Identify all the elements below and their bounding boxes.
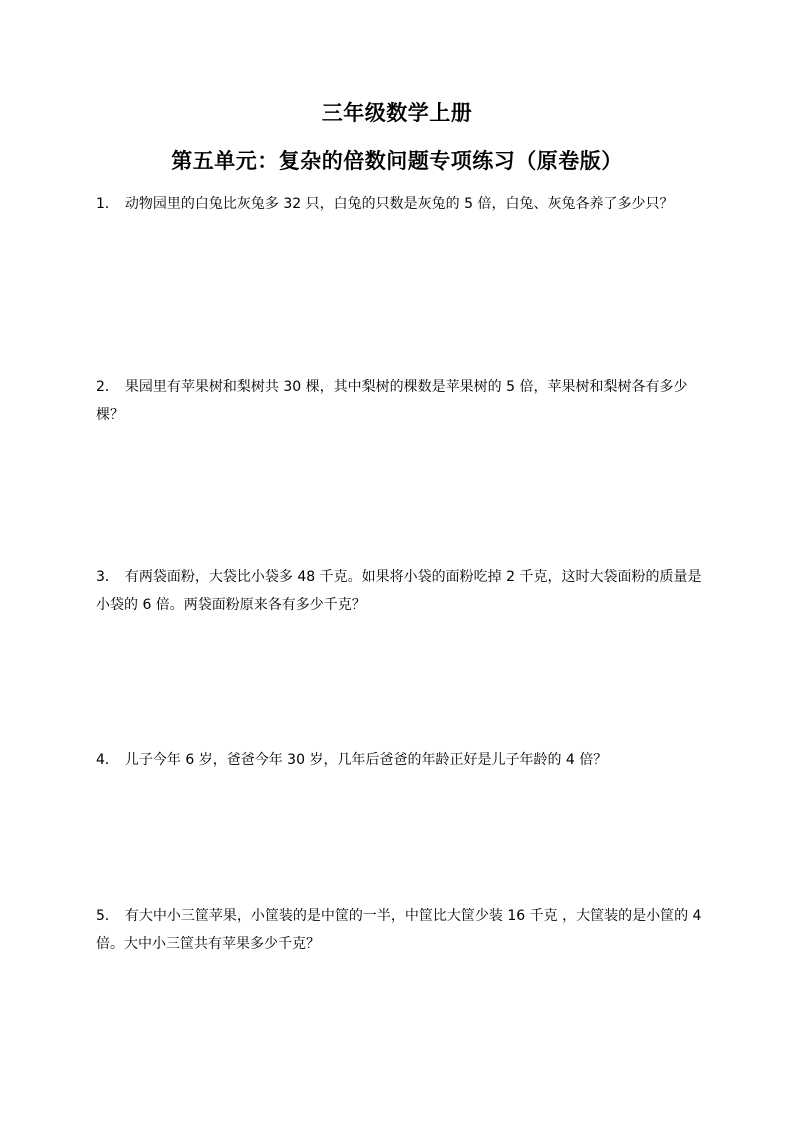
- question-text: 有两袋面粉，大袋比小袋多 48 千克。如果将小袋的面粉吃掉 2 千克，这时大袋面粉的质量是小袋的 6 倍。两袋面粉原来各有多少千克？: [96, 569, 702, 613]
- page-subtitle: 第五单元：复杂的倍数问题专项练习（原卷版）: [171, 149, 623, 173]
- question-number: 1．: [96, 196, 119, 212]
- question-number: 3．: [96, 569, 119, 585]
- page-title: 三年级数学上册: [321, 101, 473, 125]
- question-text: 儿子今年 6 岁，爸爸今年 30 岁，几年后爸爸的年龄正好是儿子年龄的 4 倍？: [124, 752, 608, 768]
- question-1: [96, 190, 702, 218]
- question-number: 2．: [96, 379, 119, 395]
- question-text: 有大中小三筐苹果，小筐装的是中筐的一半，中筐比大筐少装 16 千克 ，大筐装的是小筐的 4 倍。大中小三筐共有苹果多少千克？: [96, 908, 702, 952]
- question-4: [96, 746, 702, 774]
- question-number: 5．: [96, 908, 119, 924]
- question-text: 果园里有苹果树和梨树共 30 棵，其中梨树的棵数是苹果树的 5 倍，苹果树和梨树各有多少棵？: [96, 379, 688, 423]
- question-3: [96, 563, 702, 619]
- question-number: 4．: [96, 752, 119, 768]
- question-2: [96, 373, 702, 429]
- question-5: [96, 902, 702, 958]
- question-text: 动物园里的白兔比灰兔多 32 只，白兔的只数是灰兔的 5 倍，白兔、灰兔各养了多少只？: [124, 196, 674, 212]
